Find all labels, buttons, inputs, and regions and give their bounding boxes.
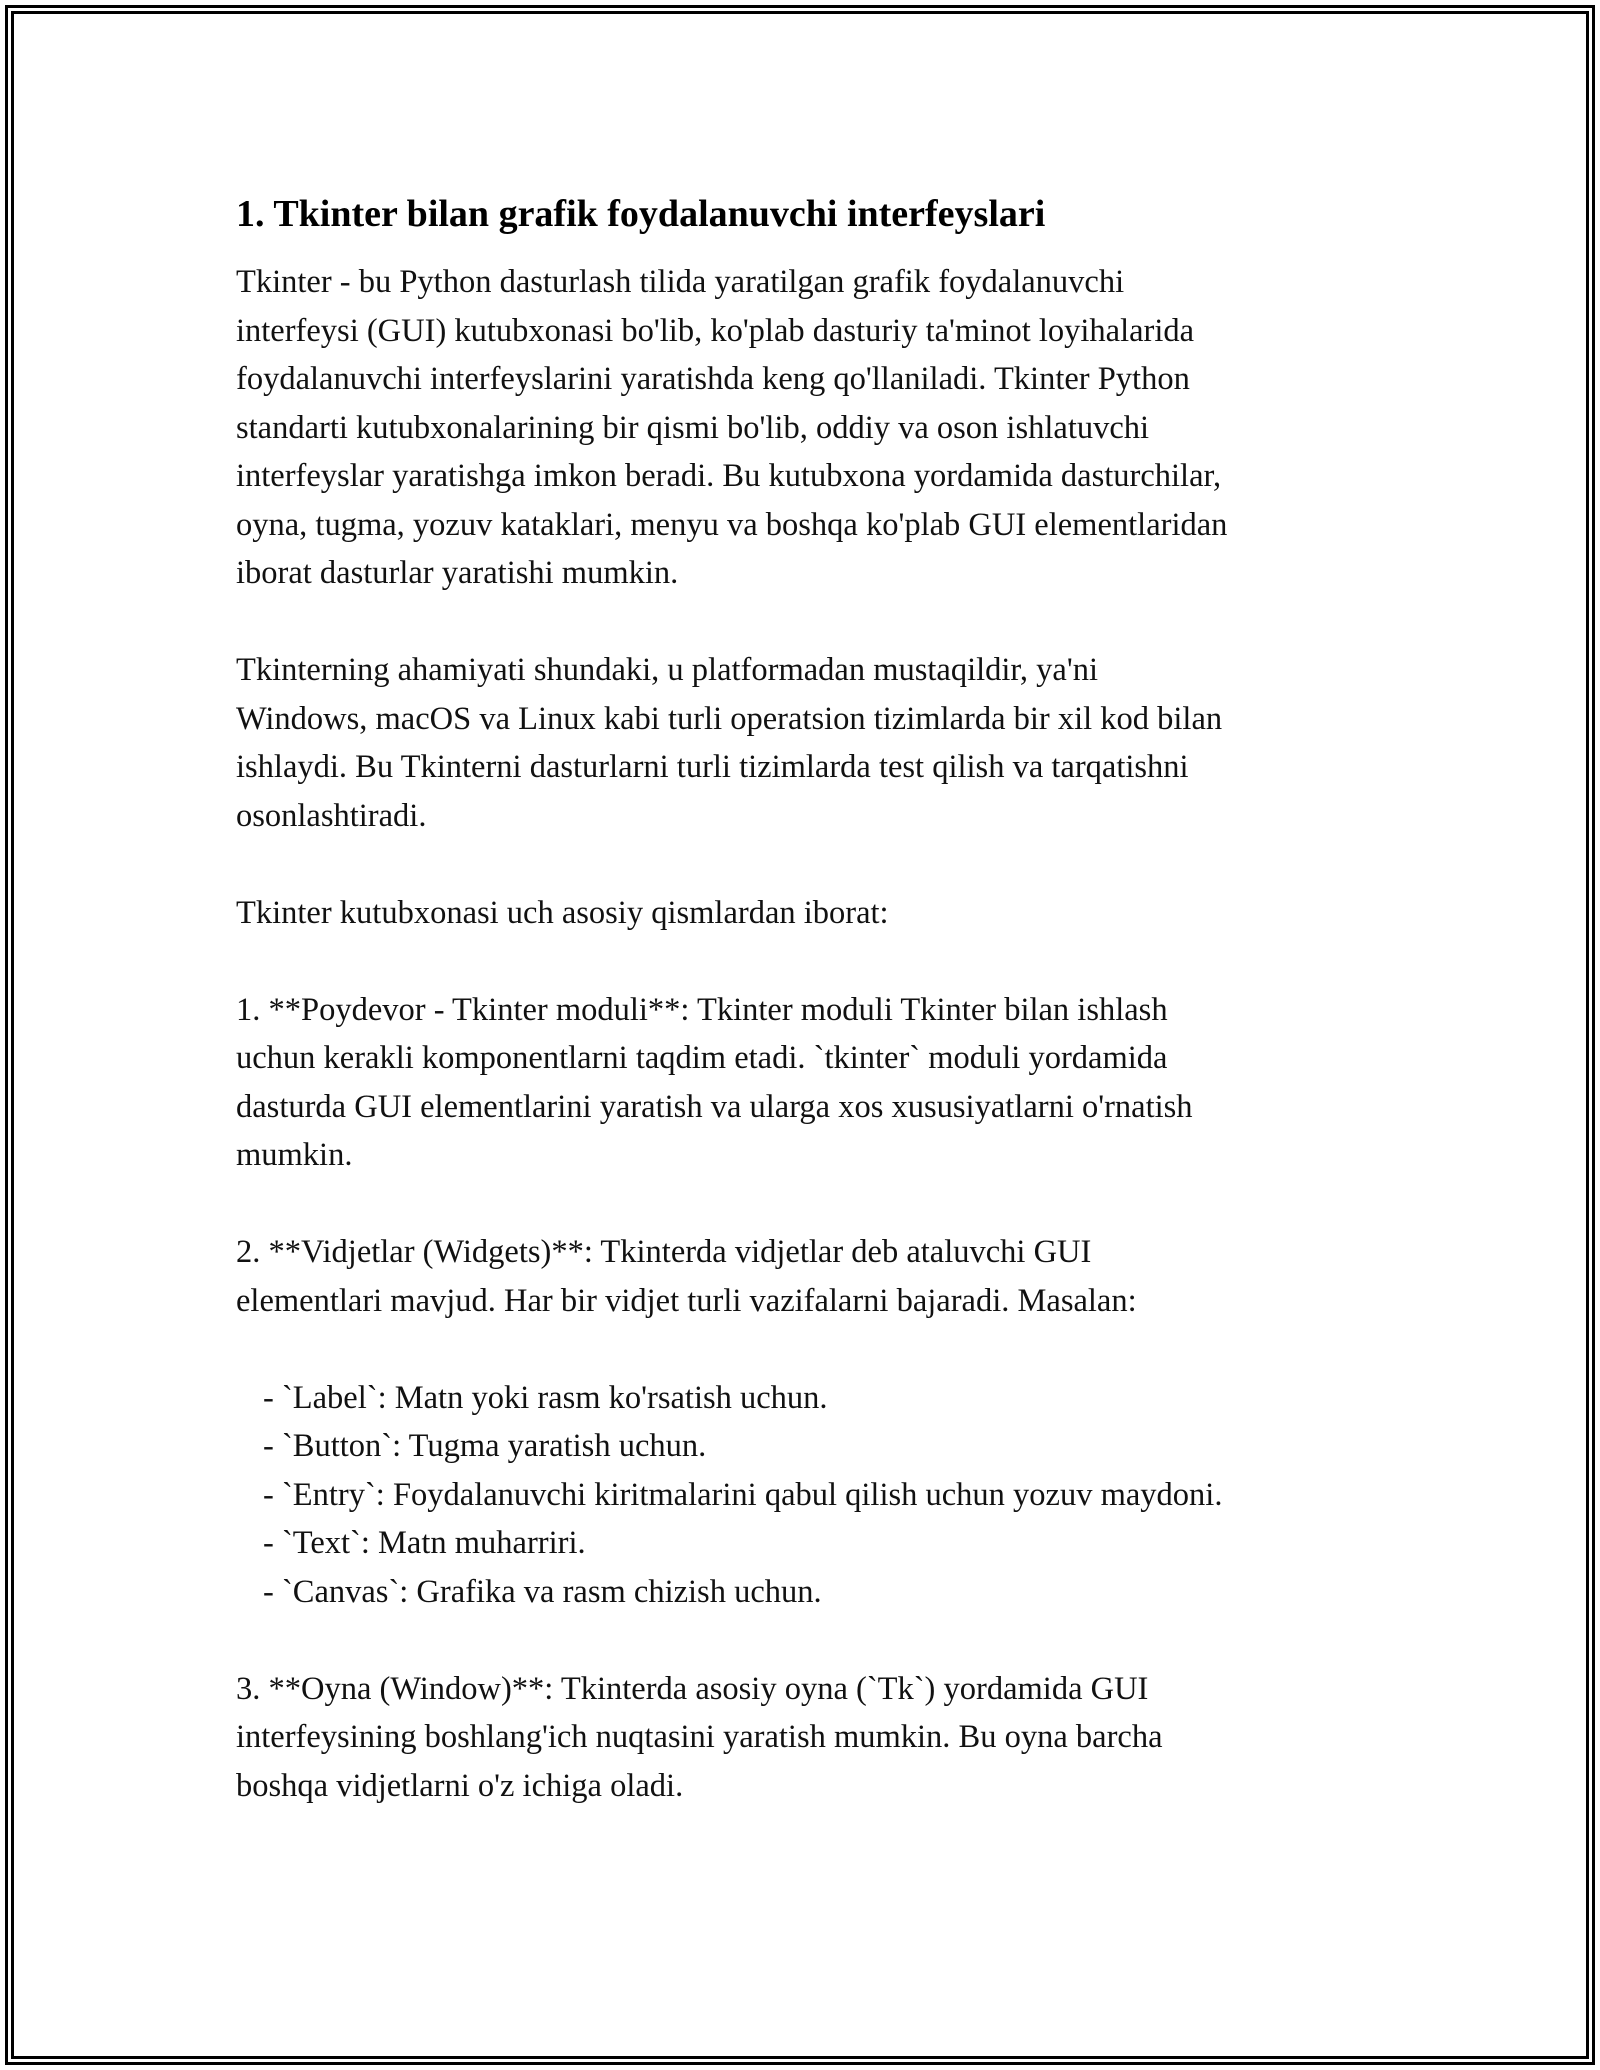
importance-paragraph: Tkinterning ahamiyati shundaki, u platformadan mustaqildir, ya'ni Windows, macOS va Linux kabi turli operatsion tizimlarda bir xil kod bilan ishlaydi. Bu Tkinterni dasturlarni turli tizimlarda test qilish va tarqatishni osonlashtiradi. (236, 652, 1223, 834)
paragraph-spacer (236, 937, 1376, 986)
paragraph-spacer (236, 840, 1376, 889)
part-2-paragraph: 2. **Vidjetlar (Widgets)**: Tkinterda vidjetlar deb ataluvchi GUI elementlari mavjud. Har bir vidjet turli vazifalarni bajaradi. Masalan: (236, 1234, 1137, 1319)
paragraph-spacer (236, 598, 1376, 647)
part-1-paragraph: 1. **Poydevor - Tkinter moduli**: Tkinter moduli Tkinter bilan ishlash uchun kerakli komponentlarni taqdim etadi. `tkinter` moduli yordamida dasturda GUI elementlarini yaratish va ularga xos xususiyatlarni o'rnatish mumkin. (236, 991, 1193, 1173)
widget-list-item-entry: - `Entry`: Foydalanuvchi kiritmalarini qabul qilish uchun yozuv maydoni. (263, 1476, 1223, 1513)
paragraph-spacer (236, 1180, 1376, 1229)
widget-list-item-text: - `Text`: Matn muharriri. (263, 1525, 586, 1561)
document-body (236, 186, 1376, 1810)
intro-paragraph: Tkinter - bu Python dasturlash tilida yaratilgan grafik foydalanuvchi interfeysi (GUI) kutubxonasi bo'lib, ko'plab dasturiy ta'minot loyihalarida foydalanuvchi interfeyslarini yaratishda keng qo'llaniladi. Tkinter Python standarti kutubxonalarining bir qismi bo'lib, oddiy va oson ishlatuvchi interfeyslar yaratishga imkon beradi. Bu kutubxona yordamida dasturchilar, oyna, tugma, yozuv kataklari, menyu va boshqa ko'plab GUI elementlaridan iborat dasturlar yaratishi mumkin. (236, 264, 1228, 591)
paragraph-spacer (236, 1325, 1376, 1374)
section-heading: 1. Tkinter bilan grafik foydalanuvchi interfeyslari (236, 193, 1046, 235)
parts-intro-paragraph: Tkinter kutubxonasi uch asosiy qismlardan iborat: (236, 894, 889, 931)
widget-list-item-label: - `Label`: Matn yoki rasm ko'rsatish uchun. (263, 1379, 828, 1416)
part-3-paragraph: 3. **Oyna (Window)**: Tkinterda asosiy oyna (`Tk`) yordamida GUI interfeysining boshlang'ich nuqtasini yaratish mumkin. Bu oyna barcha boshqa vidjetlarni o'z ichiga oladi. (236, 1670, 1163, 1804)
paragraph-spacer (236, 1616, 1376, 1665)
widget-list-item-button: - `Button`: Tugma yaratish uchun. (263, 1428, 707, 1464)
widget-list (236, 1374, 1376, 1617)
widget-list-item-canvas: - `Canvas`: Grafika va rasm chizish uchun. (263, 1573, 822, 1610)
